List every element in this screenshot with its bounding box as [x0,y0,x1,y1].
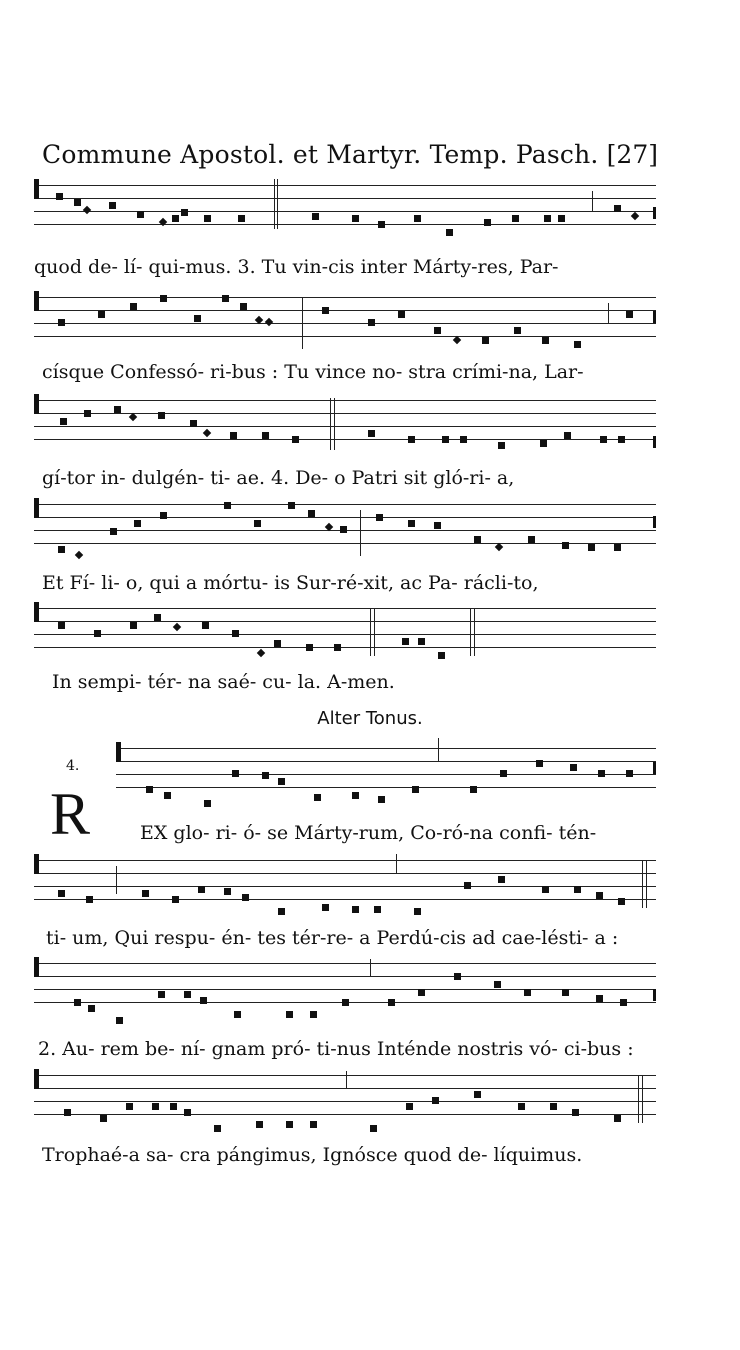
page-number: [27] [606,140,658,169]
staff-9-lyrics: Trophaé-a sa- cra pángimus, Ignósce quod de- líquimus. [42,1144,583,1166]
staff-3 [34,400,656,448]
staff-2 [34,297,656,345]
header-title: Commune Apostol. et Martyr. Temp. Pasch. [42,140,599,169]
staff-1 [34,185,656,233]
chant-number: 4. [66,758,80,774]
staff-7 [34,860,656,908]
staff-5 [34,608,656,656]
staff-4-lyrics: Et Fí- li- o, qui a mórtu- is Sur-ré-xit, ac Pa- rácli-to, [42,572,539,594]
staff-3-lyrics: gí-tor in- dulgén- ti- ae. 4. De- o Patri sit gló-ri- a, [42,467,515,489]
staff-6-lyrics: EX glo- ri- ó- se Márty-rum, Co-ró-na confi- tén- [140,822,597,844]
staff-8-lyrics: 2. Au- rem be- ní- gnam pró- ti-nus Inténde nostris vó- ci-bus : [38,1038,634,1060]
section-title: Alter Tonus. [317,708,423,729]
staff-8 [34,963,656,1011]
initial-letter: R [50,781,91,847]
staff-1-lyrics: quod de- lí- qui-mus. 3. Tu vin-cis inter Márty-res, Par- [34,256,559,278]
staff-5-lyrics: In sempi- tér- na saé- cu- la. A-men. [52,671,395,693]
staff-2-lyrics: císque Confessó- ri-bus : Tu vince no- stra crími-na, Lar- [42,361,584,383]
staff-4 [34,504,656,552]
staff-6 [116,748,656,796]
staff-7-lyrics: ti- um, Qui respu- én- tes tér-re- a Perdú-cis ad cae-lésti- a : [46,927,619,949]
staff-9 [34,1075,656,1123]
